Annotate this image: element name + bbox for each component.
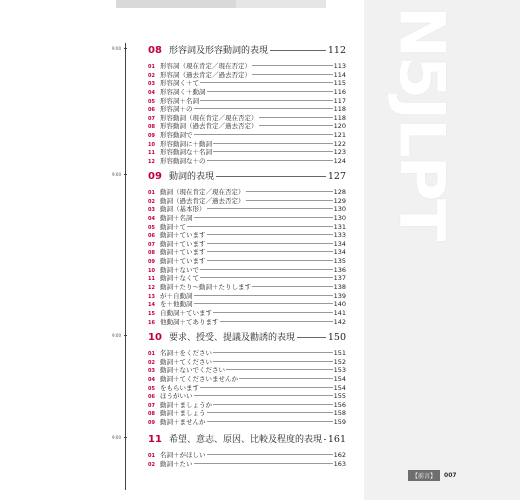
item-page: 162: [333, 451, 346, 459]
item-number: 03: [148, 207, 155, 214]
toc-item[interactable]: [148, 113, 346, 122]
item-number: 09: [148, 259, 155, 266]
leader-line: [200, 269, 333, 270]
item-page: 128: [333, 188, 346, 196]
toc-item[interactable]: [148, 374, 346, 383]
item-title: 形容詞く＋動詞: [160, 87, 206, 96]
item-number: 07: [148, 402, 155, 409]
item-title: 形容詞（現在肯定／現在否定）: [160, 62, 251, 70]
item-number: 02: [148, 359, 155, 366]
toc-item[interactable]: [148, 130, 346, 139]
toc-item[interactable]: [148, 147, 346, 156]
item-page: 134: [333, 239, 346, 248]
item-title: 形容詞（過去肯定／過去否定）: [160, 70, 251, 79]
top-gray-bar-light: [236, 0, 326, 8]
toc-item[interactable]: [148, 247, 346, 256]
item-page: 131: [333, 222, 346, 231]
toc-item[interactable]: [148, 391, 346, 400]
leader-line: [213, 312, 333, 313]
item-title: 自動詞＋ています: [160, 308, 212, 317]
toc-item[interactable]: [148, 156, 346, 165]
item-number: 05: [148, 98, 155, 105]
timeline-tick: [124, 174, 127, 175]
leader-line: [252, 74, 333, 75]
item-page: 159: [333, 418, 346, 427]
item-number: 06: [148, 394, 155, 401]
toc-item[interactable]: [148, 187, 346, 196]
item-page: 124: [333, 157, 346, 166]
item-title: 形容動詞な＋名詞: [160, 148, 212, 157]
leader-line: [200, 277, 333, 278]
toc-item[interactable]: [148, 291, 346, 300]
item-page: 158: [333, 409, 346, 418]
item-page: 120: [333, 122, 346, 131]
item-title: をもらいます: [160, 383, 199, 392]
leader-line: [194, 463, 333, 464]
item-number: 11: [148, 150, 155, 157]
item-title: 動詞（過去肯定／過去否定）: [160, 196, 245, 205]
chapter-title: 形容詞及形容動詞的表現: [169, 46, 269, 56]
toc-item[interactable]: [148, 383, 346, 392]
toc-item[interactable]: [148, 459, 346, 468]
leader-line: [200, 82, 333, 83]
item-title: 動詞（現在肯定／現在否定）: [160, 188, 245, 196]
item-number: 12: [148, 159, 155, 166]
leader-line: [207, 421, 333, 422]
item-title: 動詞＋てください: [160, 357, 212, 366]
leader-line: [207, 160, 333, 161]
chapter-title: 希望、意志、原因、比較及程度的表現: [169, 435, 323, 445]
item-title: 動詞＋なくて: [160, 274, 199, 283]
item-page: 163: [333, 459, 346, 468]
chapter-number: 09: [148, 171, 162, 182]
item-number: 11: [148, 276, 155, 283]
item-title: 動詞＋ています: [160, 257, 206, 266]
leader-line: [259, 125, 333, 126]
toc-item[interactable]: [148, 417, 346, 426]
item-page: 116: [333, 87, 346, 96]
item-number: 16: [148, 319, 155, 326]
chapter-heading[interactable]: [148, 43, 346, 55]
item-page: 113: [333, 62, 346, 70]
timeline-tick: [124, 48, 127, 49]
item-page: 154: [333, 374, 346, 383]
chapter-title: 動詞的表現: [169, 172, 215, 182]
item-title: 形容動詞（過去肯定／過去否定）: [160, 122, 258, 131]
item-title: 動詞＋ています: [160, 248, 206, 257]
toc-item[interactable]: [148, 230, 346, 239]
item-page: 155: [333, 392, 346, 401]
leader-line: [187, 226, 333, 227]
top-gray-bar: [116, 0, 236, 8]
toc-item[interactable]: [148, 87, 346, 96]
item-number: 03: [148, 81, 155, 88]
item-number: 01: [148, 190, 155, 196]
timeline-line: [125, 43, 126, 490]
item-number: 01: [148, 351, 155, 357]
chapter-heading[interactable]: [148, 330, 346, 342]
item-number: 15: [148, 310, 155, 317]
leader-line: [200, 387, 333, 388]
item-page: 123: [333, 148, 346, 157]
timeline-tick: [124, 437, 127, 438]
toc-item[interactable]: [148, 104, 346, 113]
item-number: 14: [148, 302, 155, 309]
chapter-11: [148, 432, 346, 467]
leader-line: [220, 321, 333, 322]
toc-item[interactable]: [148, 265, 346, 274]
item-number: 01: [148, 453, 155, 459]
item-number: 04: [148, 376, 155, 383]
item-title: 動詞＋てくださいませんか: [160, 374, 238, 383]
chapter-10: [148, 330, 346, 426]
item-number: 09: [148, 420, 155, 427]
item-title: 名詞＋をください: [160, 349, 212, 357]
item-title: 動詞＋て: [160, 222, 186, 231]
item-title: 動詞＋ています: [160, 239, 206, 248]
item-number: 10: [148, 141, 155, 148]
time-label: 9:00: [112, 435, 121, 440]
chapter-08: [148, 43, 346, 165]
toc-item[interactable]: [148, 308, 346, 317]
item-page: 118: [333, 113, 346, 122]
chapter-page: 161: [327, 434, 346, 445]
chapter-number: 10: [148, 332, 162, 343]
item-title: 動詞＋名詞: [160, 213, 193, 222]
item-page: 135: [333, 257, 346, 266]
toc-item[interactable]: [148, 408, 346, 417]
item-title: 他動詞＋てあります: [160, 317, 219, 326]
item-page: 130: [333, 213, 346, 222]
leader-line: [207, 243, 333, 244]
toc-item[interactable]: [148, 213, 346, 222]
leader-line: [194, 217, 333, 218]
leader-line: [207, 234, 333, 235]
item-page: 152: [333, 357, 346, 366]
item-title: 形容動詞（現在肯定／現在否定）: [160, 113, 258, 122]
item-number: 09: [148, 133, 155, 140]
leader-line: [239, 378, 333, 379]
toc-item[interactable]: [148, 139, 346, 148]
toc-item[interactable]: [148, 282, 346, 291]
item-page: 117: [333, 96, 346, 105]
item-number: 08: [148, 250, 155, 257]
toc-item[interactable]: [148, 317, 346, 326]
item-number: 06: [148, 107, 155, 114]
leader-line: [194, 295, 333, 296]
leader-line: [213, 352, 333, 353]
leader-line: [207, 454, 333, 455]
toc-item[interactable]: [148, 239, 346, 248]
item-page: 137: [333, 274, 346, 283]
leader-line: [207, 412, 333, 413]
item-number: 07: [148, 115, 155, 122]
item-page: 129: [333, 196, 346, 205]
chapter-heading[interactable]: [148, 432, 346, 444]
leader-line: [226, 369, 333, 370]
item-number: 08: [148, 124, 155, 131]
item-number: 04: [148, 215, 155, 222]
item-number: 03: [148, 368, 155, 375]
item-title: 形容詞く＋て: [160, 79, 199, 88]
toc-item[interactable]: [148, 299, 346, 308]
item-number: 10: [148, 267, 155, 274]
item-number: 12: [148, 285, 155, 292]
toc-item[interactable]: [148, 196, 346, 205]
item-page: 136: [333, 265, 346, 274]
leader-line: [207, 251, 333, 252]
item-page: 114: [333, 70, 346, 79]
item-title: 動詞＋ましょうか: [160, 400, 212, 409]
chapter-number: 08: [148, 45, 162, 56]
item-title: 名詞＋がほしい: [160, 451, 206, 459]
toc-item[interactable]: [148, 450, 346, 459]
toc-item[interactable]: [148, 121, 346, 130]
item-title: 動詞＋ましょう: [160, 409, 206, 418]
leader-line: [194, 108, 333, 109]
item-page: 153: [333, 366, 346, 375]
item-number: 13: [148, 293, 155, 300]
item-page: 142: [333, 317, 346, 326]
item-number: 08: [148, 411, 155, 418]
footer-page-number: 007: [444, 472, 457, 479]
leader-line: [194, 395, 333, 396]
toc-item[interactable]: [148, 70, 346, 79]
toc-item[interactable]: [148, 256, 346, 265]
item-title: 動詞＋たい: [160, 459, 193, 468]
item-page: 139: [333, 291, 346, 300]
chapter-page: 112: [327, 45, 346, 56]
toc-item[interactable]: [148, 96, 346, 105]
item-number: 02: [148, 198, 155, 205]
item-page: 151: [333, 349, 346, 357]
item-title: 動詞＋ませんか: [160, 418, 206, 427]
leader-line: [259, 117, 333, 118]
leader-line: [200, 100, 333, 101]
leader-line: [246, 191, 333, 192]
item-title: ほうがいい: [160, 392, 193, 401]
leader-line: [207, 91, 333, 92]
chapter-page: 127: [327, 171, 346, 182]
toc-item[interactable]: [148, 400, 346, 409]
leader-line: [213, 143, 333, 144]
item-number: 01: [148, 64, 155, 70]
toc-item[interactable]: [148, 348, 346, 357]
watermark-title: N5JLPT: [385, 6, 459, 240]
chapter-heading[interactable]: [148, 169, 346, 181]
item-number: 06: [148, 233, 155, 240]
leader-line: [216, 176, 326, 177]
chapter-page: 150: [327, 332, 346, 343]
item-number: 02: [148, 72, 155, 79]
item-page: 130: [333, 205, 346, 214]
chapter-09: [148, 169, 346, 325]
item-title: 形容詞＋名詞: [160, 96, 199, 105]
leader-line: [194, 303, 333, 304]
leader-line: [213, 361, 333, 362]
toc-item[interactable]: [148, 78, 346, 87]
item-title: 動詞＋ないで: [160, 265, 199, 274]
leader-line: [213, 151, 333, 152]
leader-line: [297, 337, 326, 338]
toc-item[interactable]: [148, 365, 346, 374]
leader-line: [324, 439, 326, 440]
chapter-title: 要求、授受、提議及勸誘的表現: [169, 333, 296, 343]
item-page: 133: [333, 231, 346, 240]
item-number: 07: [148, 241, 155, 248]
leader-line: [207, 208, 333, 209]
item-title: 動詞＋ています: [160, 231, 206, 240]
leader-line: [270, 50, 326, 51]
item-page: 141: [333, 308, 346, 317]
item-title: 形容動詞に＋動詞: [160, 139, 212, 148]
item-page: 156: [333, 400, 346, 409]
toc-item[interactable]: [148, 357, 346, 366]
item-number: 05: [148, 385, 155, 392]
leader-line: [194, 134, 333, 135]
toc-item[interactable]: [148, 204, 346, 213]
item-title: 形容動詞な＋の: [160, 157, 206, 166]
time-label: 9:00: [112, 172, 121, 177]
item-number: 02: [148, 461, 155, 468]
item-number: 04: [148, 89, 155, 96]
item-page: 134: [333, 248, 346, 257]
item-title: 形容動詞で: [160, 131, 193, 140]
timeline-tick: [124, 335, 127, 336]
item-title: 動詞＋たり～動詞＋たりします: [160, 283, 251, 292]
leader-line: [213, 404, 333, 405]
item-title: が＋自動詞: [160, 291, 193, 300]
toc-item[interactable]: [148, 61, 346, 70]
leader-line: [246, 200, 333, 201]
item-title: 形容詞＋の: [160, 105, 193, 114]
item-page: 122: [333, 139, 346, 148]
item-page: 140: [333, 300, 346, 309]
time-label: 9:00: [112, 46, 121, 51]
chapter-number: 11: [148, 434, 162, 445]
page-footer: [408, 470, 457, 481]
leader-line: [207, 260, 333, 261]
item-page: 118: [333, 105, 346, 114]
item-page: 121: [333, 131, 346, 140]
item-page: 138: [333, 283, 346, 292]
item-title: を＋他動詞: [160, 300, 193, 309]
item-title: 動詞＋ないでください: [160, 366, 225, 375]
item-page: 115: [333, 79, 346, 88]
toc-item[interactable]: [148, 273, 346, 282]
leader-line: [252, 286, 333, 287]
time-label: 9:00: [112, 333, 121, 338]
toc-item[interactable]: [148, 222, 346, 231]
item-number: 05: [148, 224, 155, 231]
item-title: 動詞（基本形）: [160, 205, 206, 214]
footer-section-label: 【前言】: [408, 470, 440, 481]
leader-line: [252, 65, 333, 66]
item-page: 154: [333, 383, 346, 392]
